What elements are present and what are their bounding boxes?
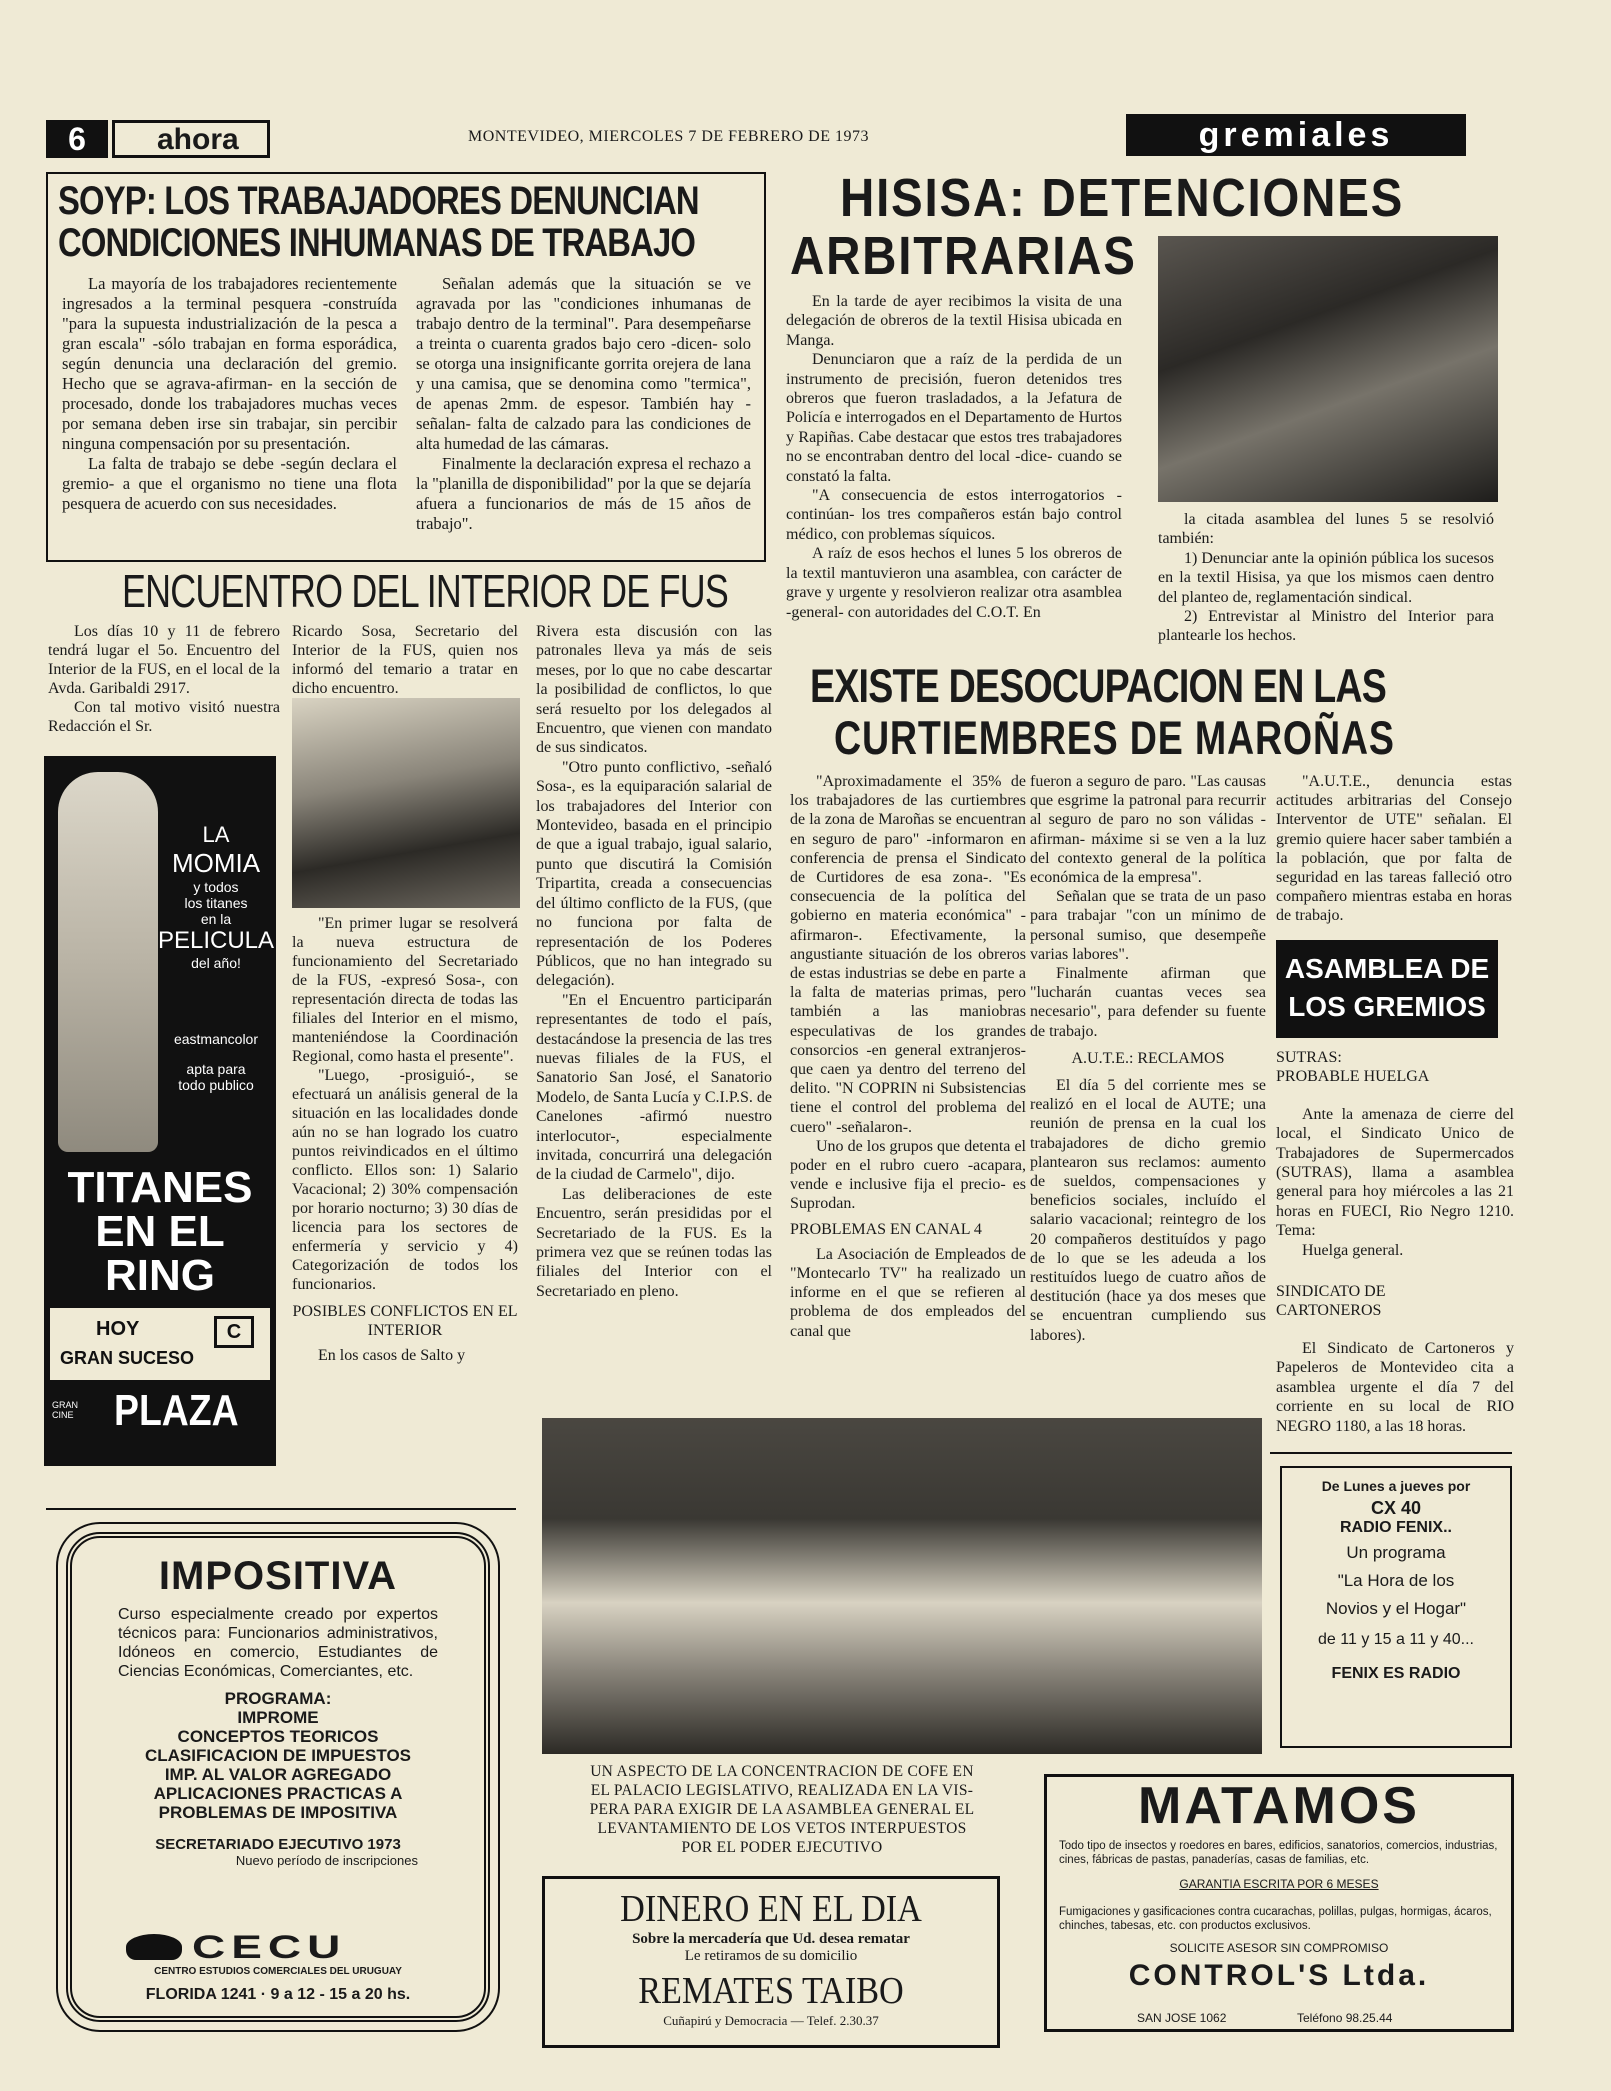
fenix-ad-text: De Lunes a jueves por xyxy=(1321,1478,1471,1494)
fus-paragraph: "Otro punto conflictivo, -señaló Sosa-, es la equiparación salarial de los trabajadores del Interior con Montevideo, basada en el principio de que a igual trabajo, igual salario, punto que discutirá la Comisión Tripartita, creada a consecuencias del último conflicto de la FUS, (que no funciona por falta de representación de los Poderes Públicos, que no han integrado su delegación). xyxy=(536,758,772,990)
impositiva-program: PROBLEMAS DE IMPOSITIVA xyxy=(158,1803,398,1822)
cecu-address: FLORIDA 1241 · 9 a 12 - 15 a 20 hs. xyxy=(145,1986,411,2003)
fus-paragraph: Las deliberaciones de este Encuentro, serán presididas por el Secretariado de la FUS. Es la primera vez que se reúnen todas las filiales del Interior con el Secretariado en pleno. xyxy=(536,1185,772,1300)
fus-paragraph: "En primer lugar se resolverá la nueva estructura de funcionamiento del Secretariado de la FUS, -expresó Sosa-, con representación directa de todas las filiales del Interior en el mismo, manteniéndose la Coordinación Regional, como hasta el presente". xyxy=(292,915,518,1065)
fus-paragraph: "En el Encuentro participarán representantes de todo el país, destacándose la presencia de las tres nuevas filiales de la FUS, el Sanatorio San José, el Sanatorio Modelo, de Santa Lucía y C.I.P.S. de Canelones -afirmó nuestro interlocutor-, especialmente invitada, concurrirá una delegación de la ciudad de Carmelo", dijo. xyxy=(536,991,772,1184)
hoy-label: HOY xyxy=(96,1318,140,1340)
matamos-fumigation: Fumigaciones y gasificaciones contra cucarachas, polillas, pulgas, hormigas, ácaros, chinches, tabesas, etc. con productos exclusivos. xyxy=(1059,1906,1492,1932)
momia-ad-text: PELICULA xyxy=(157,927,275,954)
fus-paragraph: Rivera esta discusión con las patronales lleva ya más de seis meses, por lo que no cabe descartar la posibilidad de conflictos, lo que será resuelto por los delegados al Encuentro, que vienen con mandato de sus sindicatos. xyxy=(536,623,772,757)
soyp-headline-1: SOYP: LOS TRABAJADORES DENUNCIAN xyxy=(58,179,699,223)
momia-ad-text: MOMIA xyxy=(171,848,261,878)
matamos-control-ad xyxy=(1044,1774,1514,2032)
fus-paragraph: Los días 10 y 11 de febrero tendrá lugar el 5o. Encuentro del Interior de la FUS, en el local de la Avda. Garibaldi 2917. xyxy=(48,623,280,697)
cine-badge-icon: C xyxy=(214,1316,254,1348)
hisisa-paragraph: 1) Denunciar ante la opinión pública los sucesos en la textil Hisisa, ya que los mismos caen dentro del planteo de, reglamentación sindical. xyxy=(1158,549,1494,606)
momia-ad-text: todo publico xyxy=(178,1077,254,1093)
matamos-title: MATAMOS xyxy=(1138,1777,1420,1835)
titanes-title: RING xyxy=(105,1251,215,1300)
hisisa-paragraph: 2) Entrevistar al Ministro del Interior para plantearle los hechos. xyxy=(1158,608,1494,645)
fus-headline: ENCUENTRO DEL INTERIOR DE FUS xyxy=(122,565,728,617)
maronas-paragraph: Finalmente afirman que "lucharán cuantas veces sea necesario", para defender su fuente de trabajo. xyxy=(1030,965,1266,1040)
soyp-paragraph: La falta de trabajo se debe -según declara el gremio- a que el organismo no tiene una flota pesquera de acuerdo con sus necesidades. xyxy=(62,454,397,513)
soyp-paragraph: La mayoría de los trabajadores recientemente ingresados a la terminal pesquera -construída "para la supuesta industrialización de la pesca a gran escala" -sólo trabajan en forma esporádica, según denuncia una declaración del gremio. Hecho que se agrava-afirman- en la sección de procesado, donde los trabajadores muchas veces por semana deben irse sin trabajar, sin percibir ninguna compensación por su presentación. xyxy=(62,274,397,453)
impositiva-program: CONCEPTOS TEORICOS xyxy=(177,1727,379,1746)
photo-caption: PERA PARA EXIGIR DE LA ASAMBLEA GENERAL EL xyxy=(589,1801,975,1818)
matamos-description: Todo tipo de insectos y roedores en bares, edificios, sanatorios, comercios, industrias, cines, fábricas de pastas, panaderías, casas de familias, etc. xyxy=(1059,1840,1498,1866)
fus-paragraph: En los casos de Salto y xyxy=(318,1347,466,1364)
maronas-subheading: A.U.T.E.: RECLAMOS xyxy=(1071,1049,1225,1067)
maronas-subheading: PROBLEMAS EN CANAL 4 xyxy=(790,1220,982,1238)
page-number: 6 xyxy=(46,120,108,158)
inscripciones-label: Nuevo período de inscripciones xyxy=(235,1853,418,1868)
paper-name: ahora xyxy=(112,120,270,158)
asamblea-subheading: SINDICATO DE xyxy=(1276,1283,1386,1301)
fenix-ad-text: FENIX ES RADIO xyxy=(1331,1665,1461,1682)
taibo-ad-text: Le retiramos de su domicilio xyxy=(684,1948,858,1964)
controls-address: SAN JOSE 1062 xyxy=(1137,2011,1227,2025)
asamblea-subheading: SUTRAS: xyxy=(1276,1049,1342,1066)
photo-caption: UN ASPECTO DE LA CONCENTRACION DE COFE EN xyxy=(590,1763,974,1780)
plaza-cinema-name: PLAZA xyxy=(114,1386,239,1435)
asamblea-paragraph: Huelga general. xyxy=(1302,1241,1404,1259)
fenix-ad-text: "La Hora de los xyxy=(1337,1571,1455,1590)
cecu-name: CENTRO ESTUDIOS COMERCIALES DEL URUGUAY xyxy=(154,1966,402,1977)
fenix-ad-text: de 11 y 15 a 11 y 40... xyxy=(1318,1631,1474,1648)
hisisa-paragraph: la citada asamblea del lunes 5 se resolvió también: xyxy=(1158,511,1494,548)
cofe-concentration-photo xyxy=(542,1418,1262,1754)
fus-subheading: POSIBLES CONFLICTOS EN EL INTERIOR xyxy=(292,1303,518,1339)
impositiva-program: IMP. AL VALOR AGREGADO xyxy=(164,1765,392,1784)
photo-caption: LEVANTAMIENTO DE LOS VETOS INTERPUESTOS xyxy=(597,1820,967,1837)
gran-cine-label: CINE xyxy=(52,1410,74,1420)
titanes-title: EN EL xyxy=(95,1207,225,1256)
radio-fenix-ad xyxy=(1280,1466,1512,1748)
gran-suceso-box xyxy=(50,1308,270,1380)
gran-cine-label: GRAN xyxy=(52,1400,79,1410)
asamblea-subheading: PROBABLE HUELGA xyxy=(1276,1068,1430,1086)
divider xyxy=(46,1508,516,1510)
titanes-title: TITANES xyxy=(67,1163,253,1212)
momia-ad-text: los titanes xyxy=(184,895,248,911)
impositiva-program: IMPROME xyxy=(237,1708,319,1727)
hisisa-headline-2: ARBITRARIAS xyxy=(790,226,1137,286)
fenix-ad-text: RADIO FENIX.. xyxy=(1339,1519,1452,1536)
remates-taibo-ad xyxy=(542,1876,1000,2048)
asamblea-title: ASAMBLEA DE xyxy=(1284,953,1490,984)
maronas-paragraph: Señalan que se trata de un paso para trabajar "con un mínimo de personal sumiso, que desempeñe varias labores". xyxy=(1030,888,1266,963)
maronas-paragraph: El día 5 del corriente mes se realizó en el local de AUTE; una reunión de prensa en la cual los trabajadores de dicho gremio plantearon sus reclamos: aumento de sueldos, compensaciones y beneficios sociales, incluído el salario vacacional; reintegro de los 20 compañeros destituídos y pago de lo que se les adeuda a los restituídos luego de cuatro años de destitución (hace ya dos meses que se encuentran cumpliendo sus labores). xyxy=(1030,1077,1266,1344)
maronas-paragraph: "Aproximadamente el 35% de los trabajadores de las curtiembres de la zona de Maroñas se encuentran en seguro de paro" -informaron en conferencia de prensa el Sindicato de Curtidores de esa zona-. "Es consecuencia de la política del gobierno en materia económica" -afirmaron-. Efectivamente, la angustiante situación de los obreros de estas industrias se debe en parte a la falta de materias primas, pero también a las maniobras especulativas de los grandes consorcios -en general extranjeros- que caen ya dentro del terreno del delito. "N COPRIN ni Subsistencias tiene el control del problema del cuero" -señalaron-. xyxy=(790,773,1026,1136)
fenix-ad-text: Novios y el Hogar" xyxy=(1325,1599,1467,1618)
matamos-solicite: SOLICITE ASESOR SIN COMPROMISO xyxy=(1169,1941,1389,1955)
impositiva-program: CLASIFICACION DE IMPUESTOS xyxy=(144,1746,412,1765)
momia-ad-text: en la xyxy=(200,911,232,927)
taibo-ad-text: REMATES TAIBO xyxy=(638,1970,904,2012)
maronas-headline-1: EXISTE DESOCUPACION EN LAS xyxy=(810,659,1387,712)
titanes-movie-ad xyxy=(44,756,276,1466)
fus-paragraph: Con tal motivo visitó nuestra Redacción el Sr. xyxy=(48,699,280,735)
photo-caption: EL PALACIO LEGISLATIVO, REALIZADA EN LA VIS- xyxy=(590,1782,974,1799)
lamp-icon xyxy=(126,1934,182,1960)
controls-brand: CONTROL'S Ltda. xyxy=(1128,1959,1430,1992)
fus-paragraph: Ricardo Sosa, Secretario del Interior de la FUS, quien nos informó del temario a tratar en dicho encuentro. xyxy=(292,623,518,697)
soyp-headline-2: CONDICIONES INHUMANAS DE TRABAJO xyxy=(58,221,696,265)
secretariado-label: SECRETARIADO EJECUTIVO 1973 xyxy=(155,1836,401,1853)
section-label: gremiales xyxy=(1126,114,1466,156)
fenix-ad-text: Un programa xyxy=(1346,1543,1446,1562)
maronas-paragraph: Uno de los grupos que detenta el poder en el rubro cuero -acapara, vende e inclusive fija el precio- es Suprodan. xyxy=(790,1137,1026,1213)
hisisa-paragraph: En la tarde de ayer recibimos la visita de una delegación de obreros de la textil Hisisa ubicada en Manga. xyxy=(786,293,1122,349)
photo-caption: POR EL PODER EJECUTIVO xyxy=(681,1839,883,1856)
momia-ad-text: y todos xyxy=(193,879,239,895)
momia-ad-text: LA xyxy=(202,822,230,847)
divider xyxy=(1270,1452,1512,1454)
maronas-paragraph: La Asociación de Empleados de "Montecarlo TV" ha realizado un informe en el que se refieren al problema de dos empleados del canal que xyxy=(790,1245,1026,1340)
soyp-paragraph: Señalan además que la situación se ve agravada por las "condiciones inhumanas de trabajo dentro de la terminal". Para desempeñarse a treinta o cuarenta grados bajo cero -dicen- solo se otorga una insignificante gorrita orejera de lana y una camisa, que se denomina como "termica", de apenas 2mm. de espesor. También hay -señalan- falta de calzado para las condiciones de alta humedad de las cámaras. xyxy=(416,274,751,453)
momia-ad-text: del año! xyxy=(191,955,241,971)
hisisa-paragraph: Denunciaron que a raíz de la perdida de un instrumento de precisión, fueron detenidos tres obreros que fueron trasladados, a la Jefatura de Policía e interrogados en el Departamento de Hurtos y Rapiñas. Cabe destacar que estos tres trabajadores no se encontraban dentro del local -dice- cuando se constató la falta. xyxy=(786,351,1122,485)
impositiva-program: PROGRAMA: xyxy=(224,1689,332,1708)
gran-suceso-label: GRAN SUCESO xyxy=(60,1348,195,1368)
impositiva-description: Curso especialmente creado por expertos técnicos para: Funcionarios administrativos, Idóneos en comercio, Estudiantes de Ciencias Económicas, Comerciantes, etc. xyxy=(118,1606,438,1680)
impositiva-program: APLICACIONES PRACTICAS A xyxy=(153,1784,403,1803)
maronas-headline-2: CURTIEMBRES DE MAROÑAS xyxy=(834,711,1395,764)
cecu-logo: CECU xyxy=(192,1928,347,1966)
asamblea-subheading: CARTONEROS xyxy=(1276,1302,1382,1320)
impositiva-ad xyxy=(66,1532,490,2022)
soyp-paragraph: Finalmente la declaración expresa el rechazo a la "planilla de disponibilidad" por la que se dejaría afuera a funcionarios de más de 15 años de trabajo". xyxy=(416,454,751,533)
hisisa-headline-1: HISISA: DETENCIONES xyxy=(840,168,1405,228)
taibo-ad-text: DINERO EN EL DIA xyxy=(620,1888,922,1930)
maronas-paragraph: fueron a seguro de paro. "Las causas que esgrime la patronal para recurrir al seguro de paro no son válidas -afirman- máxime si se ven a la luz del contexto general de la política económica de la empresa". xyxy=(1030,773,1266,887)
impositiva-title: IMPOSITIVA xyxy=(158,1554,398,1598)
momia-ad-text: apta para xyxy=(186,1061,246,1077)
asamblea-paragraph: El Sindicato de Cartoneros y Papeleros de Montevideo cita a asamblea urgente el día 7 del corriente en su local de RIO NEGRO 1180, a las 18 horas. xyxy=(1276,1339,1514,1435)
mummy-figure-image xyxy=(58,772,158,1152)
taibo-ad-text: Sobre la mercadería que Ud. desea rematar xyxy=(632,1931,910,1947)
taibo-ad-text: Cuñapirú y Democracia — Telef. 2.30.37 xyxy=(663,2013,879,2028)
asamblea-title: LOS GREMIOS xyxy=(1288,991,1486,1022)
soyp-article xyxy=(46,172,766,562)
asamblea-box xyxy=(1276,940,1498,1038)
momia-ad-text: eastmancolor xyxy=(173,1031,259,1047)
ricardo-sosa-portrait xyxy=(292,698,520,908)
maronas-paragraph: "A.U.T.E., denuncia estas actitudes arbitrarias del Consejo Interventor de UTE" señalan. El gremio quiere hacer saber también a la población, que por falta de seguridad en las tareas falleció otro compañero mientras estaba en horas de trabajo. xyxy=(1276,773,1512,925)
dateline: MONTEVIDEO, MIERCOLES 7 DE FEBRERO DE 1973 xyxy=(468,128,869,145)
hisisa-workers-photo xyxy=(1158,236,1498,502)
hisisa-paragraph: A raíz de esos hechos el lunes 5 los obreros de la textil mantuvieron una asamblea, con carácter de grave y urgente y resolvieron realizar otra asamblea -general- con autoridades del C.O.T. En xyxy=(786,545,1122,621)
hisisa-paragraph: "A consecuencia de estos interrogatorios -continúan- los tres compañeros están bajo control médico, con problemas síquicos. xyxy=(786,487,1122,543)
fus-paragraph: "Luego, -prosiguió-, se efectuará un análisis general de la situación en las localidades donde aún no se han logrado los cuatro puntos reivindicados en el último conflicto. Ellos son: 1) Salario Vacacional; 2) 30% compensación por horario nocturno; 3) 30 días de licencia para los sectores de enfermería y servicio y 4) Categorización de todos los funcionarios. xyxy=(292,1067,518,1293)
fenix-ad-text: CX 40 xyxy=(1370,1498,1422,1518)
controls-phone: Teléfono 98.25.44 xyxy=(1297,2011,1393,2025)
matamos-guarantee: GARANTIA ESCRITA POR 6 MESES xyxy=(1179,1877,1379,1891)
asamblea-paragraph: Ante la amenaza de cierre del local, el Sindicato Unico de Trabajadores de Supermercados (SUTRAS), llama a asamblea general para hoy miércoles a las 21 horas en FUECI, Rio Negro 1210. Tema: xyxy=(1276,1105,1514,1240)
